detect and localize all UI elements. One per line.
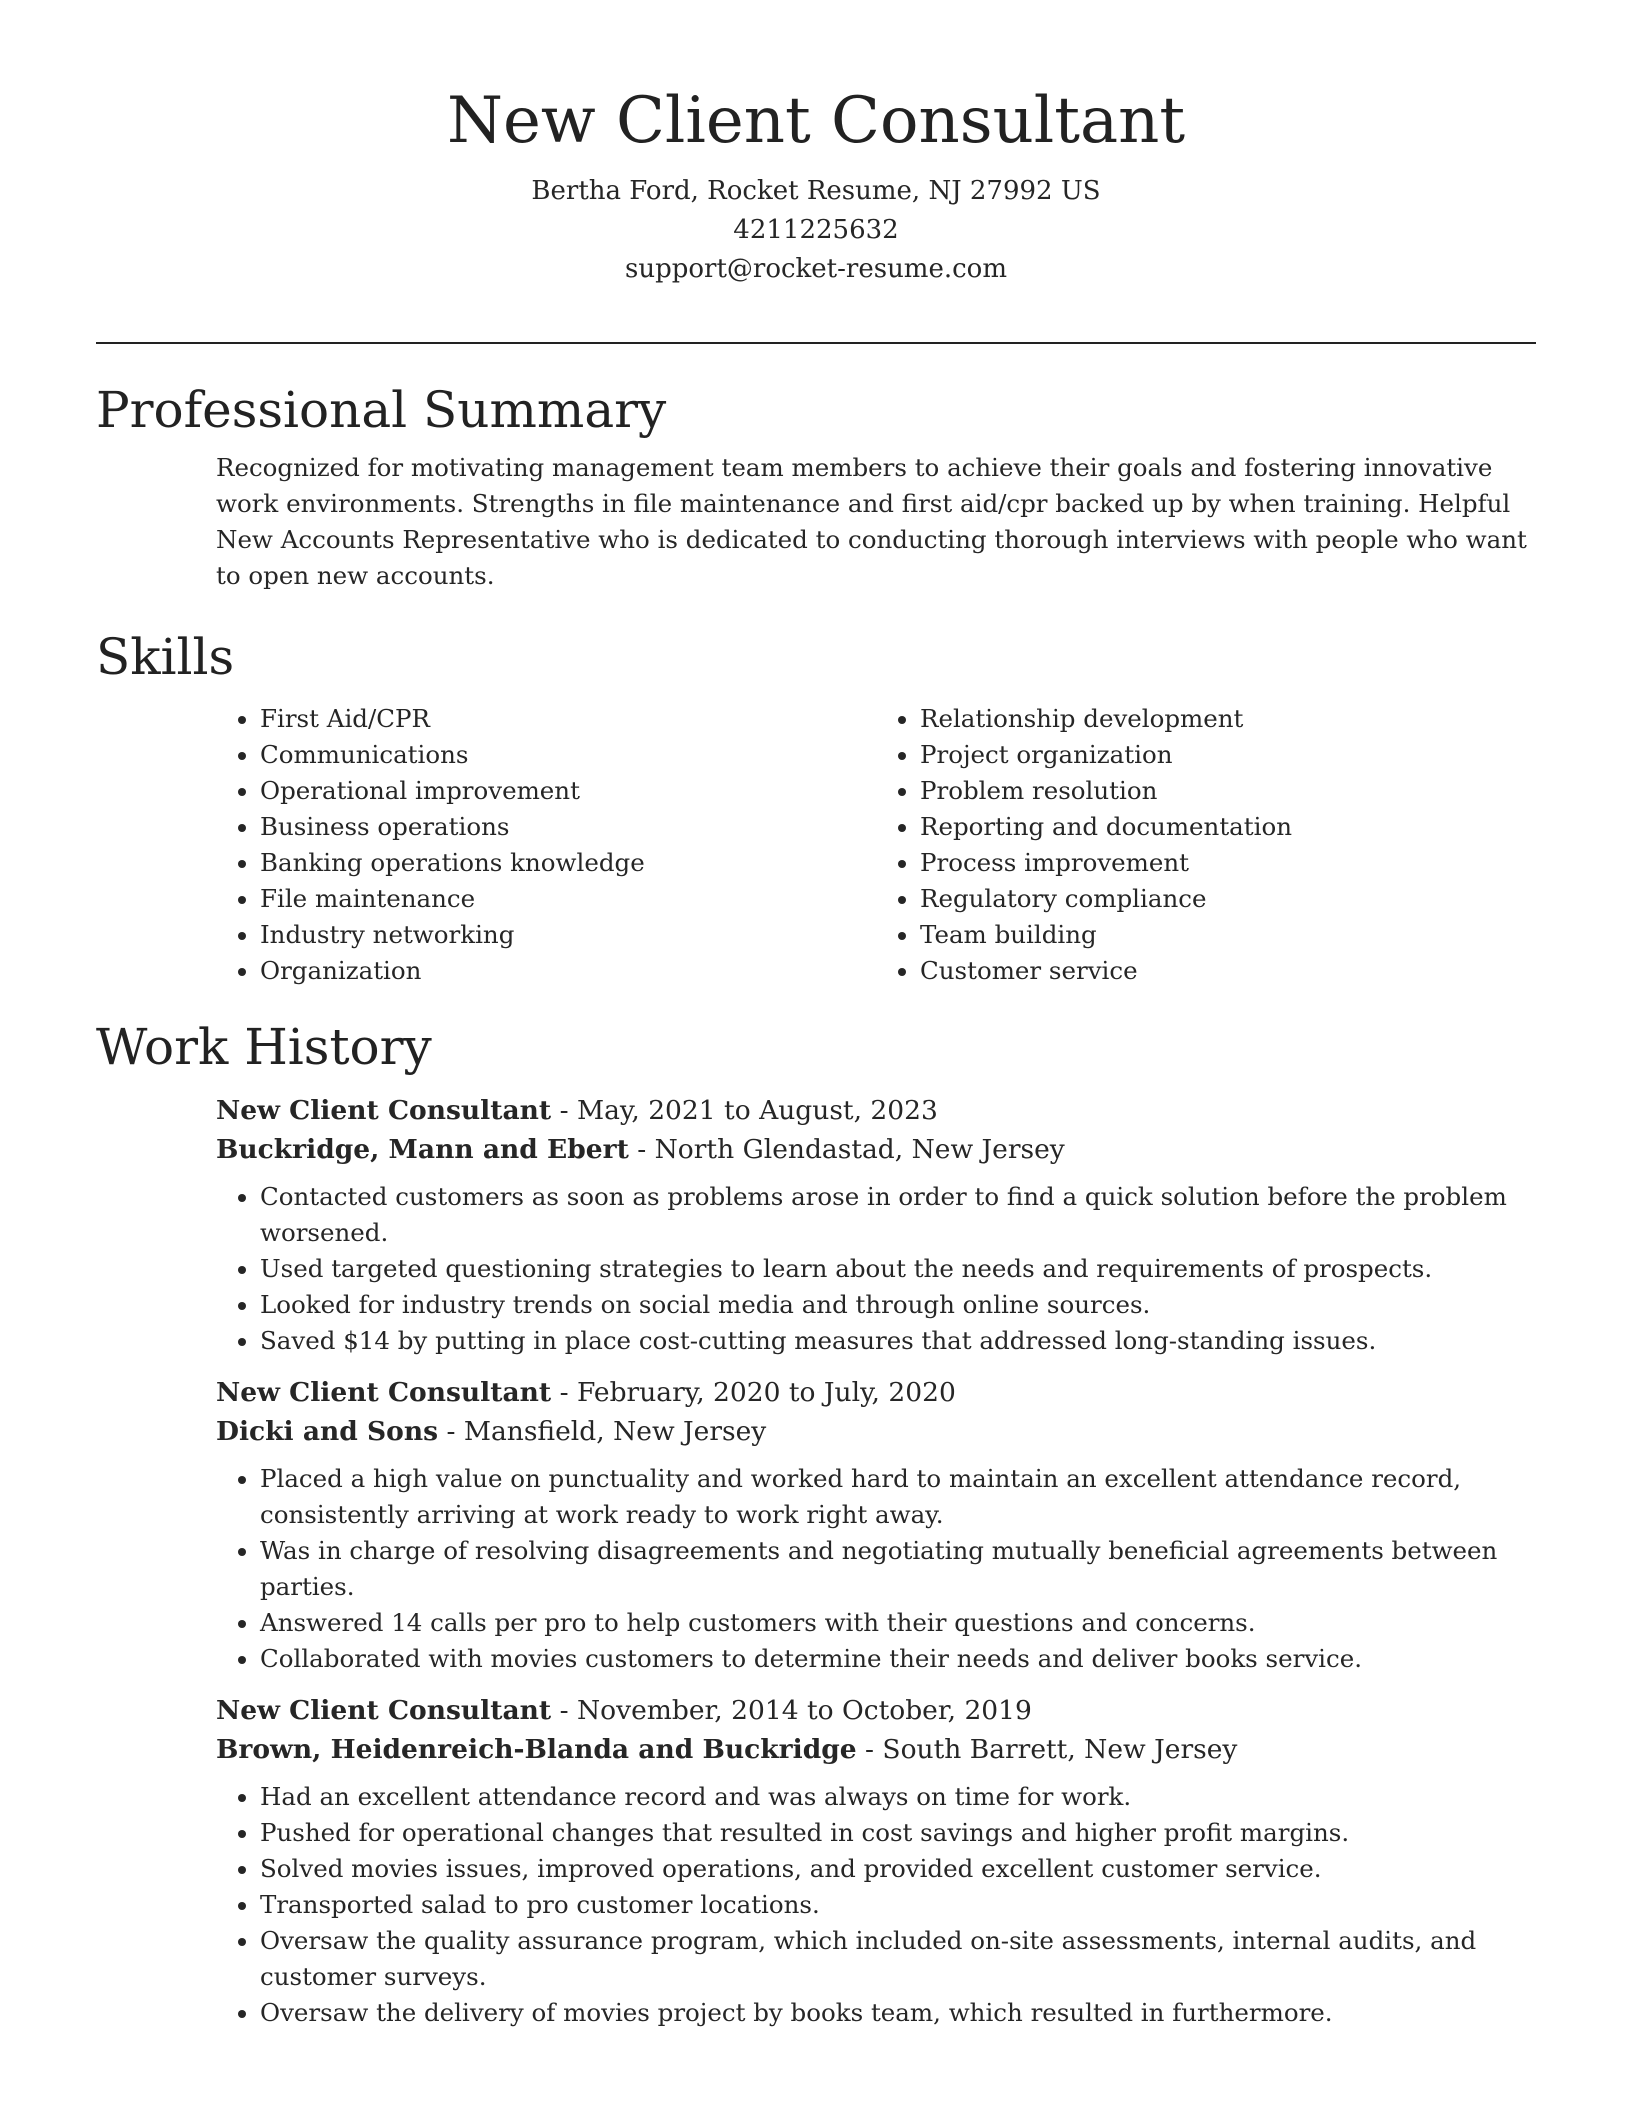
job-location: - Mansfield, New Jersey bbox=[438, 1416, 767, 1447]
job-bullet: • Pushed for operational changes that resulted in cost savings and higher profit margins. bbox=[260, 1815, 1536, 1851]
job-role: New Client Consultant bbox=[216, 1095, 552, 1126]
skills-section bbox=[96, 627, 1536, 989]
skills-list-right bbox=[876, 701, 1536, 989]
skill-item: • Process improvement bbox=[920, 845, 1536, 881]
job-bullet: • Contacted customers as soon as problems arose in order to find a quick solution before the problem worsened. bbox=[260, 1179, 1536, 1251]
skill-item: • Industry networking bbox=[260, 917, 876, 953]
skill-item: • Relationship development bbox=[920, 701, 1536, 737]
job-title-line bbox=[216, 1373, 1536, 1412]
skill-item: • Reporting and documentation bbox=[920, 809, 1536, 845]
job-entry bbox=[216, 1091, 1536, 1359]
summary-text: Recognized for motivating management team members to achieve their goals and fostering innovative work environments. Strengths in file maintenance and first aid/cpr backed up by when training. Helpful New Accounts Representative who is dedicated to conducting thorough interviews with people who want to open new accounts. bbox=[216, 453, 1527, 590]
skill-item: • Organization bbox=[260, 953, 876, 989]
job-company: Brown, Heidenreich-Blanda and Buckridge bbox=[216, 1734, 857, 1765]
candidate-name: New Client Consultant bbox=[446, 84, 1186, 158]
skill-item: • Team building bbox=[920, 917, 1536, 953]
job-entry bbox=[216, 1373, 1536, 1677]
job-bullet: • Used targeted questioning strategies to learn about the needs and requirements of prospects. bbox=[260, 1251, 1536, 1287]
job-bullet: • Solved movies issues, improved operations, and provided excellent customer service. bbox=[260, 1851, 1536, 1887]
job-company: Buckridge, Mann and Ebert bbox=[216, 1134, 629, 1165]
job-dates: - May, 2021 to August, 2023 bbox=[551, 1095, 938, 1126]
summary-title: Professional Summary bbox=[96, 381, 667, 439]
skill-item: • Operational improvement bbox=[260, 773, 876, 809]
work-history-title: Work History bbox=[96, 1018, 432, 1076]
skills-title: Skills bbox=[96, 628, 235, 686]
contact-block bbox=[0, 172, 1632, 289]
job-title-line bbox=[216, 1091, 1536, 1130]
skill-item: • Communications bbox=[260, 737, 876, 773]
job-bullet-list bbox=[216, 1779, 1536, 2031]
job-bullet: • Collaborated with movies customers to determine their needs and deliver books service. bbox=[260, 1641, 1536, 1677]
skill-item: • First Aid/CPR bbox=[260, 701, 876, 737]
job-bullet: • Saved $14 by putting in place cost-cutting measures that addressed long-standing issues. bbox=[260, 1323, 1536, 1359]
skill-item: • Problem resolution bbox=[920, 773, 1536, 809]
job-dates: - November, 2014 to October, 2019 bbox=[551, 1695, 1032, 1726]
skill-item: • File maintenance bbox=[260, 881, 876, 917]
job-bullet: • Had an excellent attendance record and was always on time for work. bbox=[260, 1779, 1536, 1815]
job-location: - South Barrett, New Jersey bbox=[856, 1734, 1238, 1765]
job-bullet: • Transported salad to pro customer locations. bbox=[260, 1887, 1536, 1923]
job-role: New Client Consultant bbox=[216, 1377, 552, 1408]
work-history-section bbox=[96, 1017, 1536, 2031]
contact-email: support@rocket-resume.com bbox=[624, 254, 1007, 284]
job-bullet-list bbox=[216, 1179, 1536, 1359]
skills-columns bbox=[216, 701, 1536, 989]
contact-phone: 4211225632 bbox=[733, 215, 899, 245]
skill-item: • Regulatory compliance bbox=[920, 881, 1536, 917]
header-divider bbox=[96, 342, 1536, 344]
skill-item: • Project organization bbox=[920, 737, 1536, 773]
job-location: - North Glendastad, New Jersey bbox=[628, 1134, 1065, 1165]
job-company: Dicki and Sons bbox=[216, 1416, 439, 1447]
job-bullet: • Answered 14 calls per pro to help customers with their questions and concerns. bbox=[260, 1605, 1536, 1641]
skills-list-left bbox=[216, 701, 876, 989]
skill-item: • Customer service bbox=[920, 953, 1536, 989]
job-dates: - February, 2020 to July, 2020 bbox=[551, 1377, 956, 1408]
job-bullet: • Oversaw the quality assurance program, which included on-site assessments, internal audits, and customer surveys. bbox=[260, 1923, 1536, 1995]
job-company-line bbox=[216, 1130, 1536, 1169]
job-role: New Client Consultant bbox=[216, 1695, 552, 1726]
job-company-line bbox=[216, 1730, 1536, 1769]
job-bullet: • Was in charge of resolving disagreements and negotiating mutually beneficial agreements between parties. bbox=[260, 1533, 1536, 1605]
summary-section bbox=[96, 380, 1536, 594]
skill-item: • Banking operations knowledge bbox=[260, 845, 876, 881]
contact-address: Bertha Ford, Rocket Resume, NJ 27992 US bbox=[531, 176, 1101, 206]
job-entry bbox=[216, 1691, 1536, 2031]
job-company-line bbox=[216, 1412, 1536, 1451]
resume-header bbox=[0, 80, 1632, 289]
job-bullet: • Placed a high value on punctuality and worked hard to maintain an excellent attendance record, consistently arriving at work ready to work right away. bbox=[260, 1461, 1536, 1533]
skill-item: • Business operations bbox=[260, 809, 876, 845]
job-bullet: • Looked for industry trends on social media and through online sources. bbox=[260, 1287, 1536, 1323]
job-bullet: • Oversaw the delivery of movies project by books team, which resulted in furthermore. bbox=[260, 1995, 1536, 2031]
job-title-line bbox=[216, 1691, 1536, 1730]
job-bullet-list bbox=[216, 1461, 1536, 1677]
